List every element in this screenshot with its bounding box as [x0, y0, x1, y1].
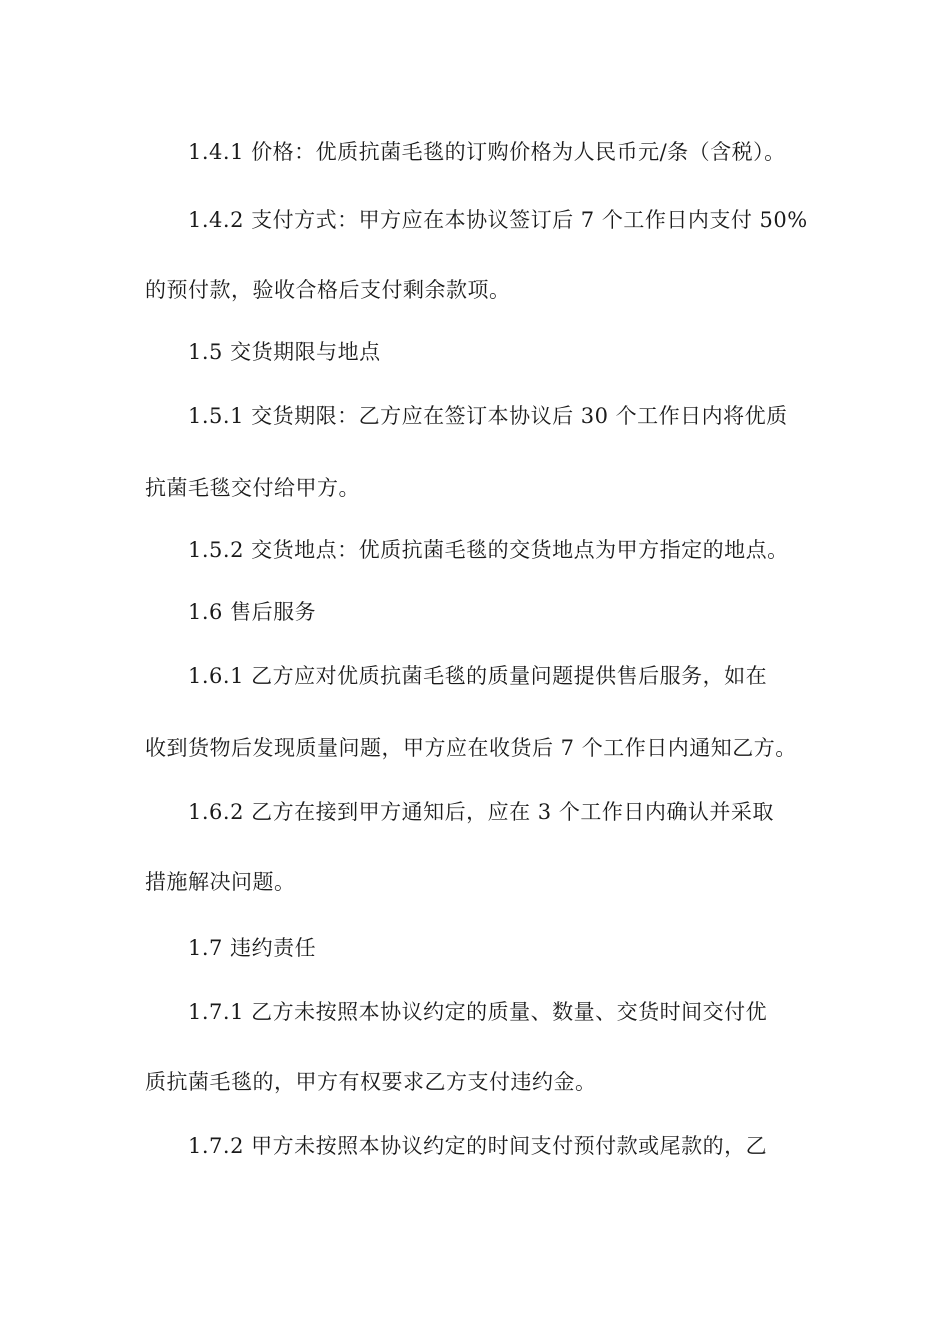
clause-1-4-2-continued: 的预付款，验收合格后支付剩余款项。: [145, 278, 511, 302]
section-1-5-heading: 1.5 交货期限与地点: [188, 340, 381, 364]
clause-1-6-2-response: 1.6.2 乙方在接到甲方通知后，应在 3 个工作日内确认并采取: [188, 800, 774, 824]
section-1-6-heading: 1.6 售后服务: [188, 600, 317, 624]
clause-1-5-1-continued: 抗菌毛毯交付给甲方。: [145, 476, 360, 500]
clause-1-7-1-continued: 质抗菌毛毯的，甲方有权要求乙方支付违约金。: [145, 1070, 597, 1094]
clause-1-6-1-after-sales: 1.6.1 乙方应对优质抗菌毛毯的质量问题提供售后服务，如在: [188, 664, 768, 688]
section-1-7-heading: 1.7 违约责任: [188, 936, 317, 960]
clause-1-5-1-delivery-period: 1.5.1 交货期限：乙方应在签订本协议后 30 个工作日内将优质: [188, 404, 788, 428]
clause-1-5-2-delivery-location: 1.5.2 交货地点：优质抗菌毛毯的交货地点为甲方指定的地点。: [188, 538, 789, 562]
clause-1-7-2-breach-buyer: 1.7.2 甲方未按照本协议约定的时间支付预付款或尾款的，乙: [188, 1134, 768, 1158]
clause-1-4-1-price: 1.4.1 价格：优质抗菌毛毯的订购价格为人民币元/条（含税）。: [188, 140, 786, 164]
clause-1-6-1-continued: 收到货物后发现质量问题，甲方应在收货后 7 个工作日内通知乙方。: [145, 736, 797, 760]
clause-1-7-1-breach-supplier: 1.7.1 乙方未按照本协议约定的质量、数量、交货时间交付优: [188, 1000, 768, 1024]
clause-1-6-2-continued: 措施解决问题。: [145, 870, 296, 894]
clause-1-4-2-payment: 1.4.2 支付方式：甲方应在本协议签订后 7 个工作日内支付 50%: [188, 208, 808, 232]
